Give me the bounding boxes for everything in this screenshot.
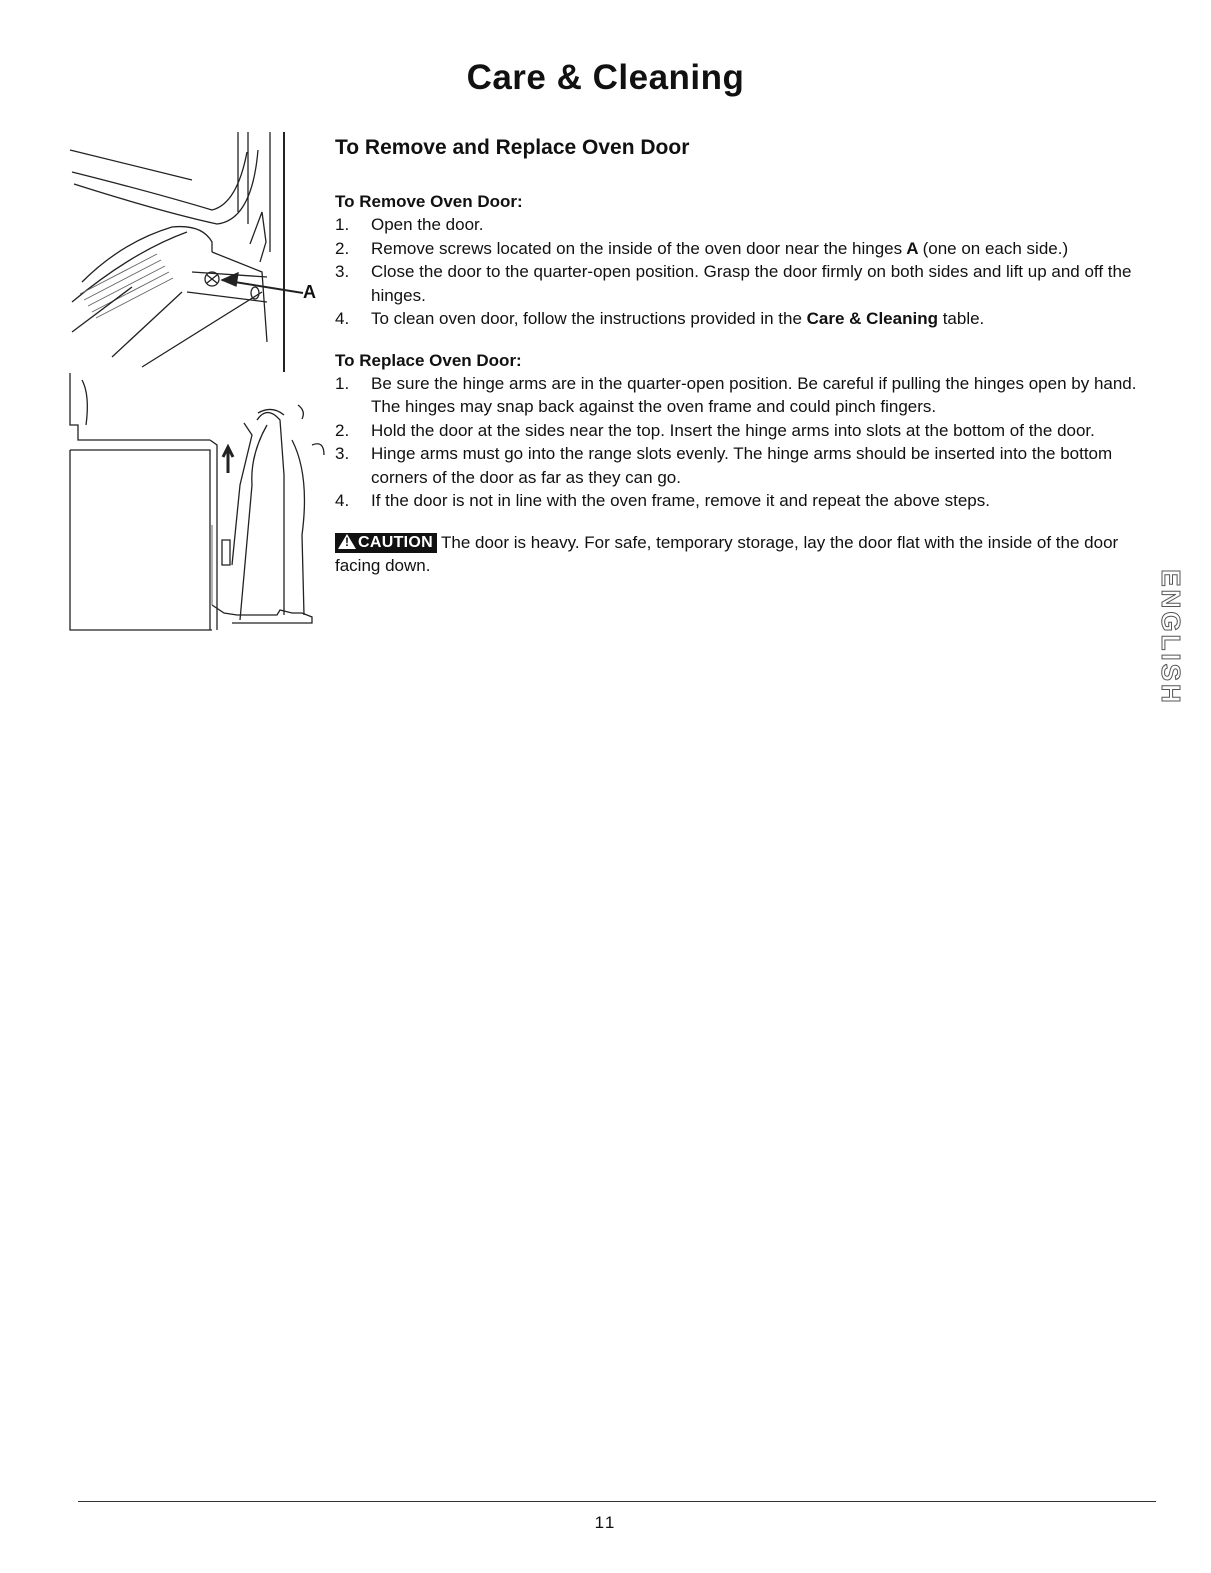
remove-door-heading: To Remove Oven Door: bbox=[335, 192, 523, 211]
replace-door-heading: To Replace Oven Door: bbox=[335, 350, 522, 370]
list-item: 3. Hinge arms must go into the range slots evenly. The hinge arms should be inserted into the bottom corners of the door as far as they can go. bbox=[335, 444, 1113, 487]
door-lifting-illustration bbox=[62, 365, 330, 633]
list-item: 4. To clean oven door, follow the instructions provided in the Care & Cleaning table. bbox=[335, 309, 985, 328]
hinge-callout-label: A bbox=[303, 282, 316, 302]
page-number: 11 bbox=[594, 1513, 617, 1532]
section-title: To Remove and Replace Oven Door bbox=[335, 136, 690, 159]
list-item: 1. Be sure the hinge arms are in the quarter-open position. Be careful if pulling the hinges open by hand. The hinges may snap back against the oven frame and could pinch fingers. bbox=[335, 373, 1137, 416]
footer-divider bbox=[78, 1501, 1156, 1502]
list-item: 4. If the door is not in line with the oven frame, remove it and repeat the above steps. bbox=[335, 491, 990, 510]
caution-text: The door is heavy. For safe, temporary storage, lay the door flat with the inside of the door facing down. bbox=[335, 532, 1119, 575]
list-item: 2. Remove screws located on the inside of the oven door near the hinges A (one on each side.) bbox=[335, 238, 1069, 258]
list-item: 2. Hold the door at the sides near the top. Insert the hinge arms into slots at the bottom of the door. bbox=[335, 420, 1095, 440]
language-side-tab: ENGLISH bbox=[1155, 569, 1186, 706]
remove-steps-list bbox=[335, 213, 1147, 331]
list-item: 1. Open the door. bbox=[335, 215, 484, 234]
content-column bbox=[335, 136, 1147, 578]
replace-steps-list bbox=[335, 372, 1147, 513]
list-item: 3. Close the door to the quarter-open position. Grasp the door firmly on both sides and lift up and off the hinges. bbox=[335, 262, 1132, 305]
page-title: Care & Cleaning bbox=[466, 58, 745, 97]
caution-note bbox=[335, 531, 1147, 578]
hinge-screw-illustration bbox=[62, 132, 324, 372]
caution-badge: ! CAUTION bbox=[335, 533, 437, 553]
warning-triangle-icon: ! bbox=[338, 534, 356, 549]
